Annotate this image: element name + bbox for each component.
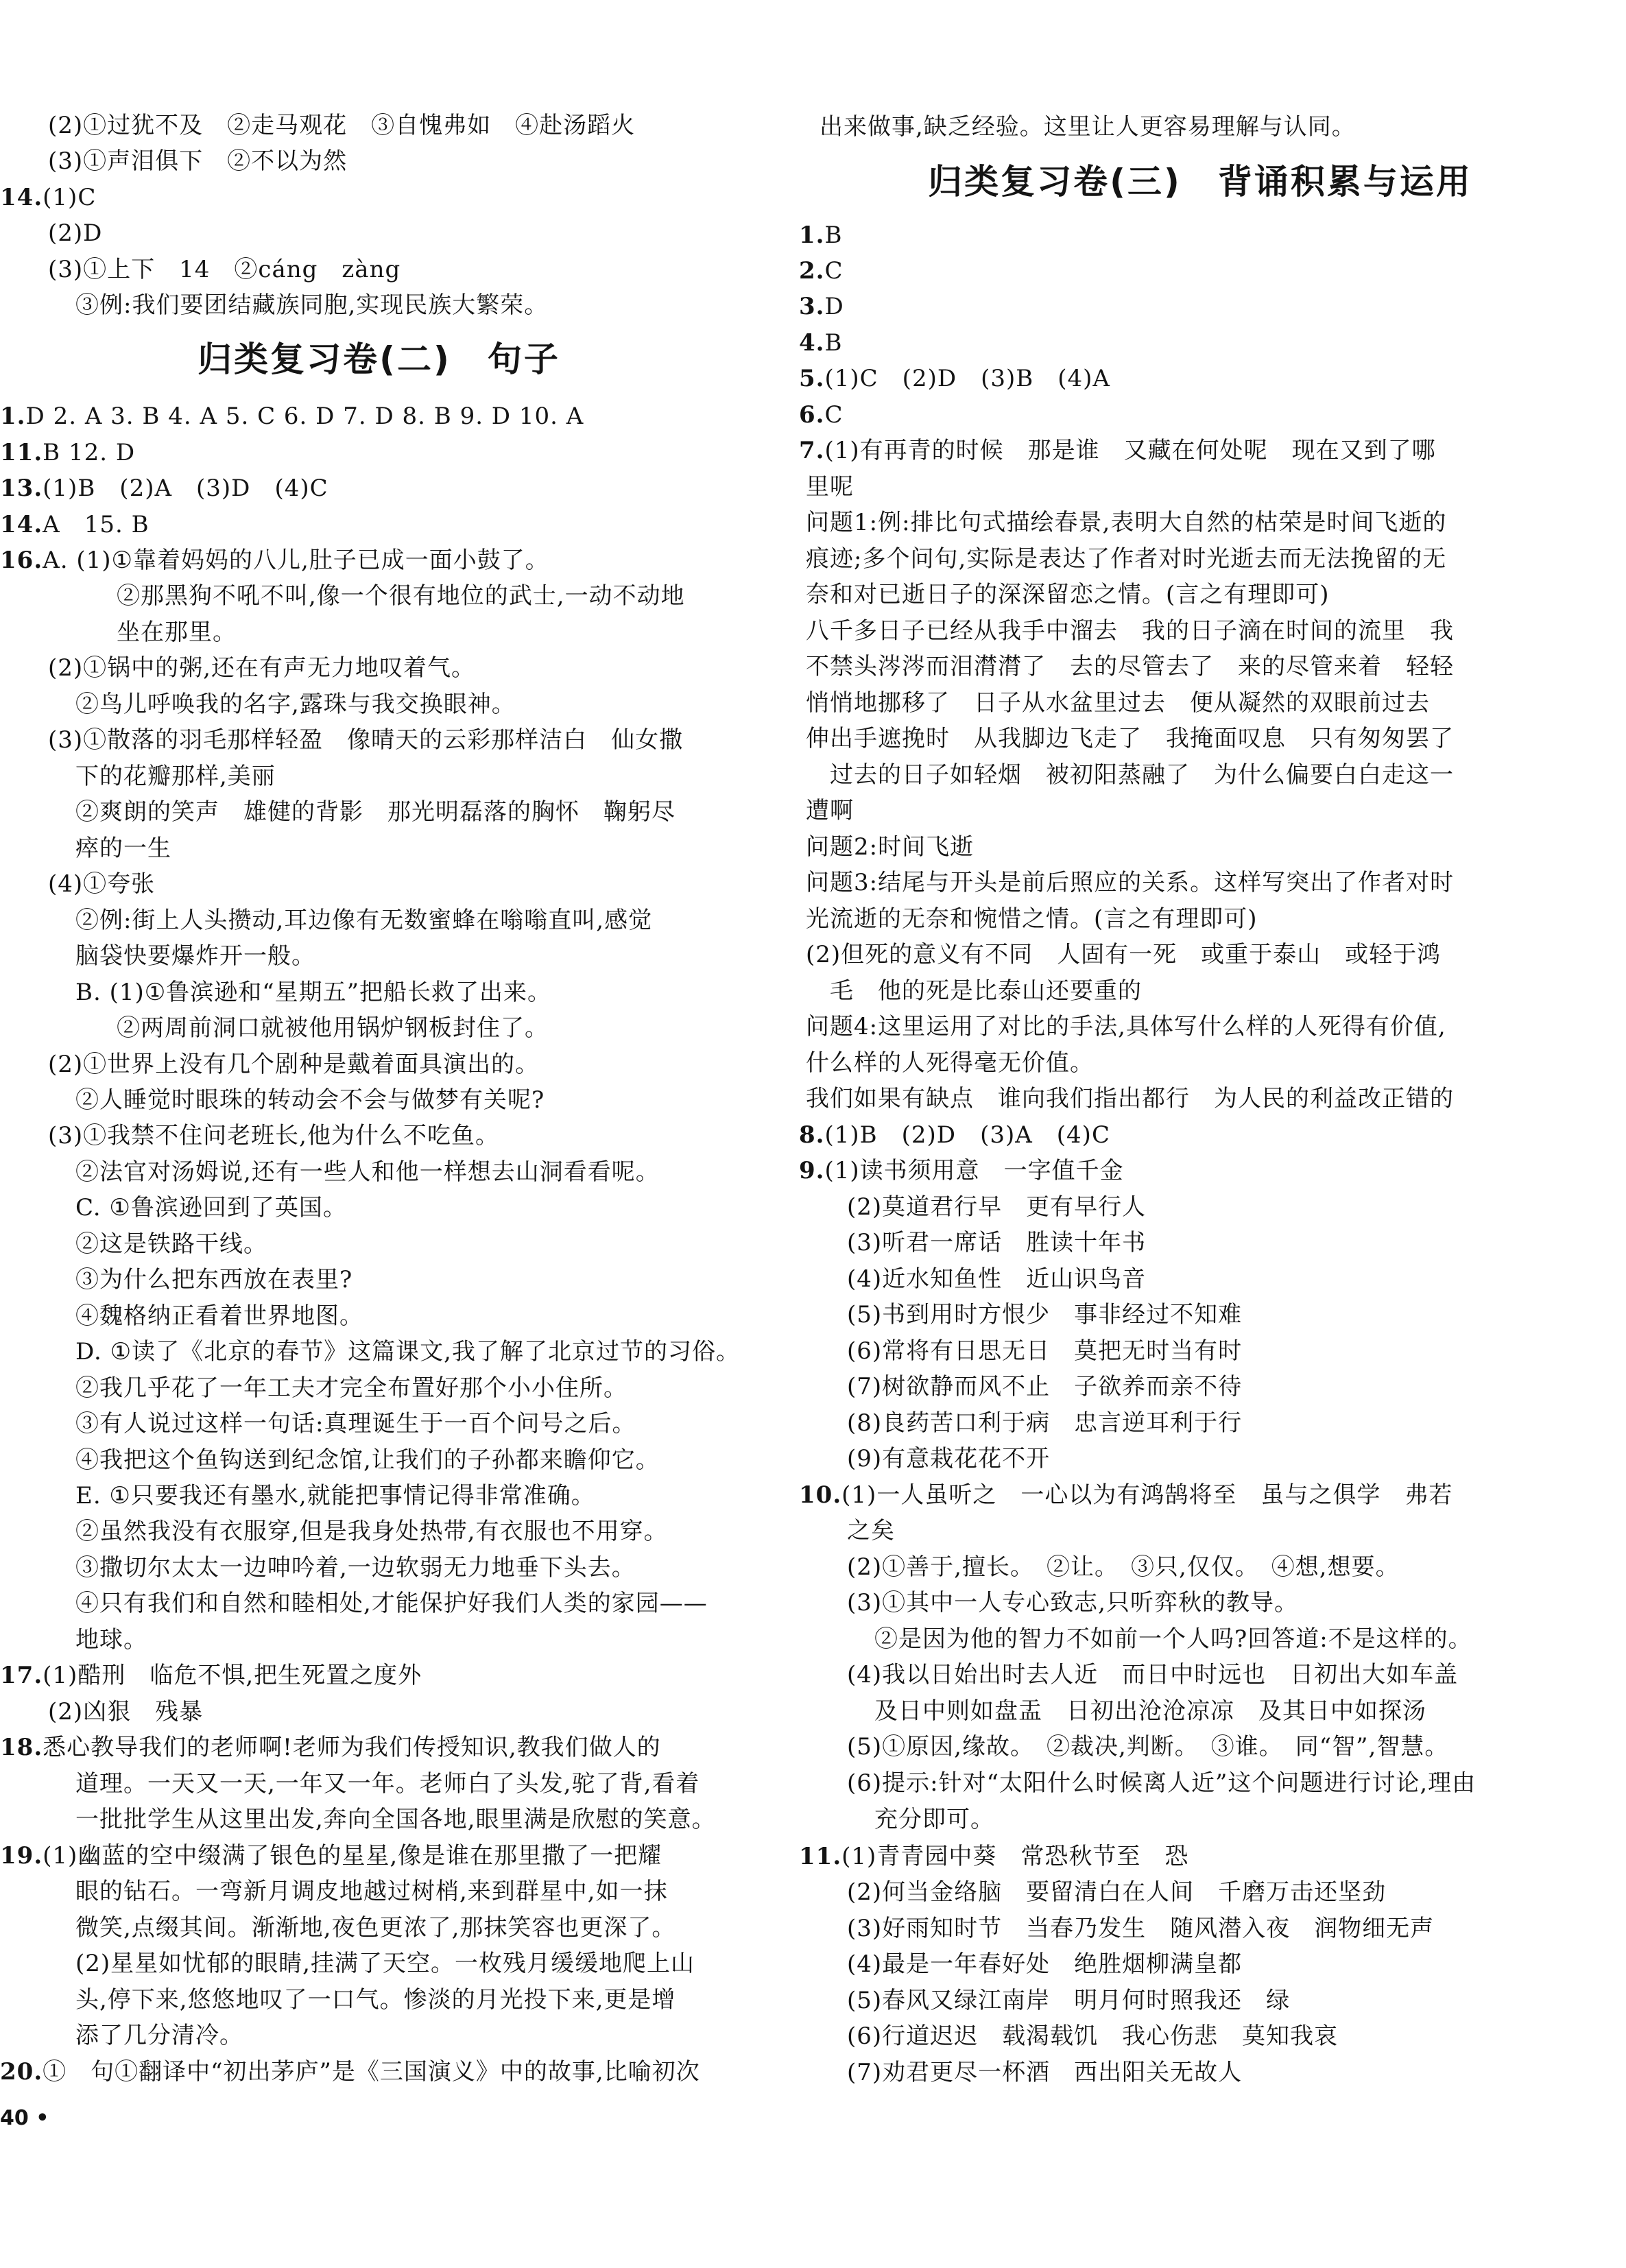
question-number: 6. bbox=[799, 401, 825, 429]
answer-text: D. ①读了《北京的春节》这篇课文,我了解了北京过节的习俗。 bbox=[75, 1338, 740, 1365]
answer-line bbox=[75, 691, 516, 718]
answer-line bbox=[75, 1554, 636, 1581]
answer-text: 地球。 bbox=[75, 1626, 147, 1654]
answer-text: (1)幽蓝的空中缀满了银色的星星,像是谁在那里撒了一把耀 bbox=[43, 1842, 662, 1870]
answer-text: (6)提示:针对“太阳什么时候离人近”这个问题进行讨论,理由 bbox=[847, 1769, 1476, 1797]
answer-text: 瘁的一生 bbox=[75, 835, 171, 862]
answer-text: D 2. A 3. B 4. A 5. C 6. D 7. D 8. B 9. D 10. A bbox=[25, 403, 584, 430]
answer-line bbox=[799, 365, 1110, 392]
answer-line bbox=[799, 222, 843, 249]
answer-text: (8)良药苦口利于病 忠言逆耳利于行 bbox=[847, 1409, 1243, 1437]
question-number: 13. bbox=[0, 475, 43, 502]
answer-line bbox=[48, 1698, 203, 1726]
answer-line bbox=[847, 1878, 1386, 1906]
answer-text: ②这是铁路干线。 bbox=[75, 1230, 267, 1258]
answer-text: 痕迹;多个问句,实际是表达了作者对时光逝去而无法挽留的无 bbox=[806, 545, 1447, 573]
answer-line bbox=[806, 1013, 1446, 1040]
answer-line bbox=[48, 654, 475, 682]
answer-line bbox=[847, 1553, 1400, 1581]
answer-line bbox=[847, 1661, 1458, 1688]
answer-text: 里呢 bbox=[806, 473, 854, 501]
answer-text: ②法官对汤姆说,还有一些人和他一样想去山洞看看呢。 bbox=[75, 1158, 660, 1186]
answer-line bbox=[847, 1229, 1146, 1256]
answer-line bbox=[75, 1518, 668, 1545]
answer-line bbox=[75, 1806, 716, 1833]
answer-line bbox=[0, 511, 150, 538]
answer-line bbox=[830, 761, 1454, 789]
answer-text: B bbox=[824, 329, 843, 357]
answer-text: 不禁头涔涔而泪潸潸了 去的尽管去了 来的尽管来着 轻轻 bbox=[806, 653, 1454, 680]
question-number: 14. bbox=[0, 511, 43, 538]
answer-text: (2)①善于,擅长。 ②让。 ③只,仅仅。 ④想,想要。 bbox=[847, 1553, 1400, 1581]
answer-text: ②我几乎花了一年工夫才完全布置好那个小小住所。 bbox=[75, 1374, 627, 1402]
question-number: 18. bbox=[0, 1734, 43, 1761]
answer-text: 头,停下来,悠悠地叹了一口气。惨淡的月光投下来,更是增 bbox=[75, 1986, 676, 2014]
answer-text: ③为什么把东西放在表里? bbox=[75, 1266, 353, 1293]
answer-text: ②虽然我没有衣服穿,但是我身处热带,有衣服也不用穿。 bbox=[75, 1518, 668, 1545]
answer-text: B 12. D bbox=[43, 439, 136, 466]
answer-line bbox=[806, 869, 1454, 896]
answer-text: B. (1)①鲁滨逊和“星期五”把船长救了出来。 bbox=[75, 979, 552, 1006]
answer-text: (9)有意栽花花不开 bbox=[847, 1445, 1051, 1472]
answer-line bbox=[75, 1950, 695, 1977]
answer-line bbox=[806, 473, 854, 501]
question-number: 4. bbox=[799, 329, 825, 357]
answer-text: (2)何当金络脑 要留清白在人间 千磨万击还坚劲 bbox=[847, 1878, 1387, 1906]
answer-line bbox=[847, 1445, 1050, 1472]
answer-text: D bbox=[824, 293, 844, 320]
answer-text: (3)①上下 14 ②cáng zàng bbox=[48, 256, 401, 283]
answer-text: (3)①声泪俱下 ②不以为然 bbox=[48, 147, 348, 175]
answer-text: (1)C bbox=[43, 184, 97, 211]
answer-text: 出来做事,缺乏经验。这里让人更容易理解与认同。 bbox=[820, 113, 1356, 141]
answer-line bbox=[0, 439, 135, 466]
answer-text: 之矣 bbox=[847, 1517, 895, 1544]
answer-text: ②人睡觉时眼珠的转动会不会与做梦有关呢? bbox=[75, 1086, 545, 1114]
answer-line bbox=[874, 1697, 1426, 1725]
answer-line bbox=[75, 1302, 363, 1330]
question-number: 20. bbox=[0, 2058, 43, 2086]
answer-line bbox=[806, 509, 1446, 536]
answer-line bbox=[48, 1122, 499, 1149]
answer-line bbox=[0, 1842, 662, 1870]
answer-line bbox=[0, 475, 328, 502]
answer-line bbox=[75, 1626, 147, 1654]
answer-line bbox=[806, 545, 1446, 573]
answer-text: ④只有我们和自然和睦相处,才能保护好我们人类的家园—— bbox=[75, 1590, 708, 1617]
question-number: 16. bbox=[0, 547, 43, 574]
answer-text: (4)①夸张 bbox=[48, 870, 156, 898]
answer-line bbox=[799, 1157, 1124, 1184]
answer-text: (1)B (2)A (3)D (4)C bbox=[43, 475, 328, 502]
answer-line bbox=[75, 942, 315, 970]
answer-text: 问题1:例:排比句式描绘春景,表明大自然的枯荣是时间飞逝的 bbox=[806, 509, 1447, 536]
answer-line bbox=[75, 1194, 347, 1221]
question-number: 3. bbox=[799, 293, 825, 320]
answer-text: 下的花瓣那样,美丽 bbox=[75, 763, 276, 790]
answer-line bbox=[75, 1770, 700, 1798]
question-number: 1. bbox=[0, 403, 26, 430]
answer-text: ④魏格纳正看着世界地图。 bbox=[75, 1302, 363, 1330]
question-number: 17. bbox=[0, 1662, 43, 1689]
answer-line bbox=[830, 977, 1142, 1005]
answer-line bbox=[806, 653, 1454, 680]
answer-line bbox=[48, 870, 155, 898]
answer-text: 悄悄地挪移了 日子从水盆里过去 便从凝然的双眼前过去 bbox=[806, 689, 1430, 717]
answer-text: (1)酷刑 临危不惧,把生死置之度外 bbox=[43, 1662, 422, 1689]
answer-line bbox=[75, 1266, 352, 1293]
answer-text: 脑袋快要爆炸开一般。 bbox=[75, 942, 315, 970]
question-number: 14. bbox=[0, 184, 43, 211]
question-number: 19. bbox=[0, 1842, 43, 1870]
answer-text: (1)青青园中葵 常恐秋节至 恐 bbox=[841, 1843, 1189, 1870]
answer-line bbox=[75, 1878, 668, 1905]
answer-line bbox=[48, 1051, 539, 1078]
answer-line bbox=[48, 112, 635, 139]
answer-text: (5)春风又绿江南岸 明月何时照我还 绿 bbox=[847, 1987, 1291, 2014]
answer-text: (1)B (2)D (3)A (4)C bbox=[824, 1121, 1110, 1149]
page-number: 40 • bbox=[0, 2106, 49, 2130]
answer-line bbox=[75, 907, 652, 934]
answer-text: 毛 他的死是比泰山还要重的 bbox=[830, 977, 1142, 1005]
answer-text: 微笑,点缀其间。渐渐地,夜色更浓了,那抹笑容也更深了。 bbox=[75, 1914, 676, 1942]
answer-text: ③撒切尔太太一边呻吟着,一边软弱无力地垂下头去。 bbox=[75, 1554, 636, 1581]
answer-text: (4)最是一年春好处 绝胜烟柳满皇都 bbox=[847, 1950, 1243, 1978]
answer-line bbox=[48, 147, 347, 175]
answer-line bbox=[799, 293, 844, 320]
answer-line bbox=[48, 219, 102, 247]
answer-text: (1)有再青的时候 那是谁 又藏在何处呢 现在又到了哪 bbox=[824, 437, 1436, 464]
answer-text: 问题2:时间飞逝 bbox=[806, 833, 975, 861]
answer-line bbox=[847, 1301, 1242, 1328]
answer-line bbox=[806, 617, 1454, 645]
question-number: 9. bbox=[799, 1157, 825, 1184]
answer-line bbox=[48, 256, 400, 283]
answer-line bbox=[847, 1769, 1476, 1797]
answer-line bbox=[806, 797, 854, 824]
section-heading: 归类复习卷(三) 背诵积累与运用 bbox=[928, 162, 1472, 202]
answer-text: 及日中则如盘盂 日初出沧沧凉凉 及其日中如探汤 bbox=[874, 1697, 1426, 1725]
answer-text: 过去的日子如轻烟 被初阳蒸融了 为什么偏要白白走这一 bbox=[830, 761, 1454, 789]
answer-line bbox=[806, 581, 1330, 608]
answer-line bbox=[799, 329, 843, 357]
answer-text: 眼的钻石。一弯新月调皮地越过树梢,来到群星中,如一抹 bbox=[75, 1878, 668, 1905]
answer-text: 一批批学生从这里出发,奔向全国各地,眼里满是欣慰的笑意。 bbox=[75, 1806, 716, 1833]
answer-line bbox=[799, 401, 844, 429]
answer-line bbox=[847, 2022, 1338, 2050]
answer-line bbox=[806, 689, 1430, 717]
answer-text: B bbox=[824, 222, 843, 249]
answer-text: (7)劝君更尽一杯酒 西出阳关无故人 bbox=[847, 2059, 1243, 2086]
answer-line bbox=[799, 437, 1436, 464]
answer-text: (1)一人虽听之 一心以为有鸿鹄将至 虽与之俱学 弗若 bbox=[841, 1481, 1453, 1509]
answer-line bbox=[799, 1843, 1188, 1870]
answer-text: (2)①锅中的粥,还在有声无力地叹着气。 bbox=[48, 654, 475, 682]
answer-line bbox=[0, 1734, 661, 1761]
answer-line bbox=[75, 1374, 627, 1402]
answer-line bbox=[0, 184, 96, 211]
question-number: 1. bbox=[799, 222, 825, 249]
answer-text: ④我把这个鱼钩送到纪念馆,让我们的子孙都来瞻仰它。 bbox=[75, 1446, 660, 1474]
answer-text: ②两周前洞口就被他用锅炉钢板封住了。 bbox=[117, 1014, 549, 1042]
answer-text: 什么样的人死得毫无价值。 bbox=[806, 1049, 1094, 1077]
answer-text: (4)我以日始出时去人近 而日中时远也 日初出大如车盖 bbox=[847, 1661, 1459, 1688]
question-number: 11. bbox=[0, 439, 43, 466]
answer-line bbox=[806, 905, 1258, 933]
answer-text: A 15. B bbox=[43, 511, 150, 538]
answer-text: C bbox=[824, 401, 844, 429]
answer-text: (2)①世界上没有几个剧种是戴着面具演出的。 bbox=[48, 1051, 540, 1078]
answer-line bbox=[806, 1085, 1454, 1112]
answer-line bbox=[117, 619, 237, 646]
answer-text: ②爽朗的笑声 雄健的背影 那光明磊落的胸怀 鞠躬尽 bbox=[75, 798, 675, 826]
answer-line bbox=[75, 835, 171, 862]
answer-line bbox=[75, 1914, 675, 1942]
answer-line bbox=[874, 1806, 994, 1833]
answer-line bbox=[75, 1410, 636, 1437]
answer-line bbox=[806, 941, 1441, 968]
answer-line bbox=[847, 1987, 1290, 2014]
answer-line bbox=[75, 1986, 675, 2014]
answer-line bbox=[0, 547, 549, 574]
question-number: 10. bbox=[799, 1481, 842, 1509]
answer-text: 坐在那里。 bbox=[117, 619, 237, 646]
answer-line bbox=[75, 1230, 267, 1258]
question-number: 11. bbox=[799, 1843, 842, 1870]
answer-text: 问题3:结尾与开头是前后照应的关系。这样写突出了作者对时 bbox=[806, 869, 1455, 896]
answer-text: ③例:我们要团结藏族同胞,实现民族大繁荣。 bbox=[75, 291, 549, 319]
answer-line bbox=[847, 1517, 895, 1544]
answer-line bbox=[75, 1446, 660, 1474]
answer-line bbox=[820, 113, 1356, 141]
question-number: 8. bbox=[799, 1121, 825, 1149]
answer-text: (5)①原因,缘故。 ②裁决,判断。 ③谁。 同“智”,智慧。 bbox=[847, 1733, 1449, 1760]
answer-line bbox=[847, 1193, 1146, 1221]
answer-text: ① 句①翻译中“初出茅庐”是《三国演义》中的故事,比喻初次 bbox=[43, 2058, 700, 2086]
answer-line bbox=[75, 1086, 545, 1114]
answer-text: 道理。一天又一天,一年又一年。老师白了头发,驼了背,看着 bbox=[75, 1770, 700, 1798]
answer-line bbox=[806, 725, 1454, 752]
answer-text: C bbox=[824, 257, 844, 285]
answer-line bbox=[799, 1121, 1110, 1149]
answer-line bbox=[847, 1589, 1298, 1616]
answer-text: ②例:街上人头攒动,耳边像有无数蜜蜂在嗡嗡直叫,感觉 bbox=[75, 907, 653, 934]
answer-text: 问题4:这里运用了对比的手法,具体写什么样的人死得有价值, bbox=[806, 1013, 1446, 1040]
answer-text: ②那黑狗不吼不叫,像一个很有地位的武士,一动不动地 bbox=[117, 582, 685, 610]
answer-text: (7)树欲静而风不止 子欲养而亲不待 bbox=[847, 1373, 1243, 1400]
question-number: 2. bbox=[799, 257, 825, 285]
answer-line bbox=[117, 582, 685, 610]
answer-line bbox=[0, 403, 584, 430]
answer-text: 充分即可。 bbox=[874, 1806, 994, 1833]
question-number: 7. bbox=[799, 437, 825, 464]
answer-text: (3)①我禁不住问老班长,他为什么不吃鱼。 bbox=[48, 1122, 499, 1149]
answer-text: 添了几分清冷。 bbox=[75, 2022, 243, 2049]
answer-text: (3)①其中一人专心致志,只听弈秋的教导。 bbox=[847, 1589, 1298, 1616]
answer-text: ②是因为他的智力不如前一个人吗?回答道:不是这样的。 bbox=[874, 1625, 1472, 1653]
answer-text: C. ①鲁滨逊回到了英国。 bbox=[75, 1194, 347, 1221]
answer-line bbox=[806, 833, 974, 861]
answer-line bbox=[75, 2022, 243, 2049]
answer-line bbox=[75, 979, 551, 1006]
answer-text: (4)近水知鱼性 近山识鸟音 bbox=[847, 1265, 1147, 1293]
answer-text: (5)书到用时方恨少 事非经过不知难 bbox=[847, 1301, 1243, 1328]
question-number: 5. bbox=[799, 365, 825, 392]
answer-text: E. ①只要我还有墨水,就能把事情记得非常准确。 bbox=[75, 1482, 595, 1509]
answer-line bbox=[847, 1409, 1242, 1437]
answer-line bbox=[847, 2059, 1242, 2086]
answer-text: (3)好雨知时节 当春乃发生 随风潜入夜 润物细无声 bbox=[847, 1915, 1435, 1942]
section-heading: 归类复习卷(二) 句子 bbox=[198, 339, 560, 379]
answer-text: 光流逝的无奈和惋惜之情。(言之有理即可) bbox=[806, 905, 1258, 933]
answer-text: ③有人说过这样一句话:真理诞生于一百个问号之后。 bbox=[75, 1410, 636, 1437]
answer-line bbox=[75, 1482, 595, 1509]
answer-text: (6)行道迟迟 载渴载饥 我心伤悲 莫知我哀 bbox=[847, 2022, 1339, 2050]
answer-line bbox=[75, 1338, 740, 1365]
answer-line bbox=[847, 1950, 1242, 1978]
answer-text: (2)但死的意义有不同 人固有一死 或重于泰山 或轻于鸿 bbox=[806, 941, 1442, 968]
answer-line bbox=[0, 2058, 700, 2086]
answer-text: 遭啊 bbox=[806, 797, 854, 824]
answer-text: ②鸟儿呼唤我的名字,露珠与我交换眼神。 bbox=[75, 691, 516, 718]
answer-text: (1)C (2)D (3)B (4)A bbox=[824, 365, 1110, 392]
answer-text: 我们如果有缺点 谁向我们指出都行 为人民的利益改正错的 bbox=[806, 1085, 1454, 1112]
answer-text: (2)莫道君行早 更有早行人 bbox=[847, 1193, 1147, 1221]
answer-text: (3)①散落的羽毛那样轻盈 像晴天的云彩那样洁白 仙女撒 bbox=[48, 726, 684, 754]
answer-text: 奈和对已逝日子的深深留恋之情。(言之有理即可) bbox=[806, 581, 1330, 608]
answer-text: (6)常将有日思无日 莫把无时当有时 bbox=[847, 1337, 1243, 1365]
answer-line bbox=[847, 1373, 1242, 1400]
answer-line bbox=[874, 1625, 1472, 1653]
answer-line bbox=[75, 1158, 660, 1186]
answer-text: (3)听君一席话 胜读十年书 bbox=[847, 1229, 1147, 1256]
answer-line bbox=[0, 1662, 422, 1689]
answer-line bbox=[75, 1590, 708, 1617]
answer-line bbox=[799, 257, 844, 285]
answer-text: A. (1)①靠着妈妈的八儿,肚子已成一面小鼓了。 bbox=[43, 547, 549, 574]
answer-line bbox=[48, 726, 683, 754]
answer-line bbox=[806, 1049, 1094, 1077]
answer-text: (2)①过犹不及 ②走马观花 ③自愧弗如 ④赴汤蹈火 bbox=[48, 112, 636, 139]
answer-line bbox=[847, 1265, 1146, 1293]
answer-line bbox=[75, 763, 276, 790]
answer-line bbox=[75, 798, 675, 826]
answer-line bbox=[799, 1481, 1452, 1509]
answer-text: (2)凶狠 残暴 bbox=[48, 1698, 204, 1726]
answer-line bbox=[847, 1915, 1434, 1942]
answer-text: (2)星星如忧郁的眼睛,挂满了天空。一枚残月缓缓地爬上山 bbox=[75, 1950, 695, 1977]
answer-text: 悉心教导我们的老师啊!老师为我们传授知识,教我们做人的 bbox=[43, 1734, 661, 1761]
answer-text: (2)D bbox=[48, 219, 103, 247]
answer-line bbox=[117, 1014, 549, 1042]
answer-text: 伸出手遮挽时 从我脚边飞走了 我掩面叹息 只有匆匆罢了 bbox=[806, 725, 1454, 752]
answer-text: (1)读书须用意 一字值千金 bbox=[824, 1157, 1124, 1184]
answer-line bbox=[847, 1733, 1448, 1760]
answer-text: 八千多日子已经从我手中溜去 我的日子滴在时间的流里 我 bbox=[806, 617, 1454, 645]
answer-line bbox=[75, 291, 548, 319]
answer-line bbox=[847, 1337, 1242, 1365]
